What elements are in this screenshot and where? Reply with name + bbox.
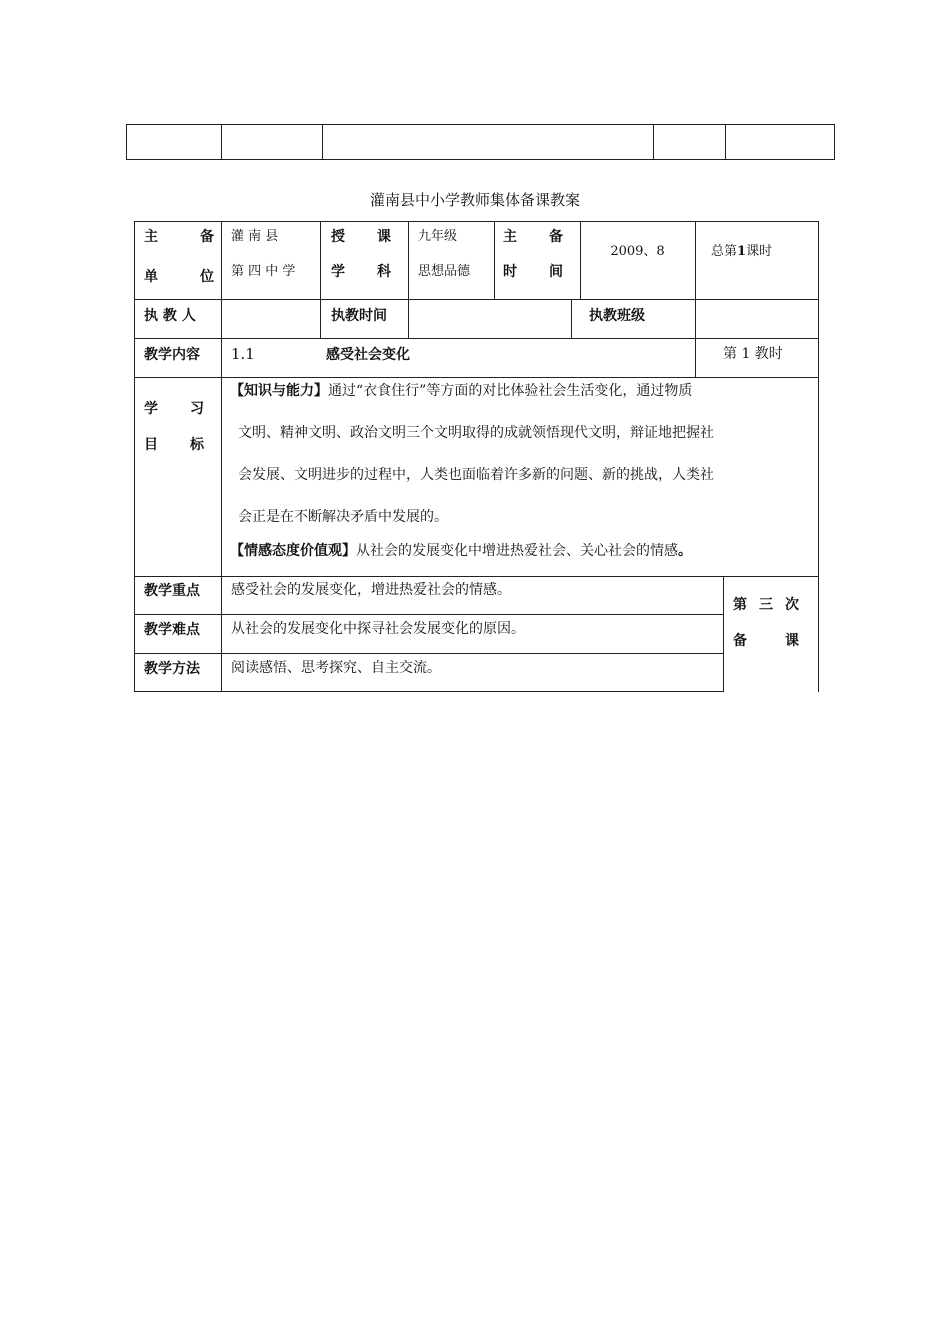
zhubei2-label: 主 备 [503,229,563,245]
focus-value: 感受社会的发展变化，增进热爱社会的情感。 [231,582,511,598]
emotion-line: 【情感态度价值观】从社会的发展变化中增进热爱社会、关心社会的情感。 [230,543,692,559]
shijian-label: 时 间 [503,264,563,280]
knowledge-label: 【知识与能力】 [230,383,328,399]
teach-time-label: 执教时间 [331,308,387,324]
method-value: 阅读感悟、思考探究、自主交流。 [231,660,441,676]
goals-label-line1: 学 习 [144,401,204,417]
difficulty-value: 从社会的发展变化中探寻社会发展变化的原因。 [231,621,525,637]
shijian-value: 2009、8 [610,244,665,259]
content-period: 第 1 教时 [723,346,783,362]
danwei-value-line2: 第 四 中 学 [231,264,296,279]
emotion-label: 【情感态度价值观】 [230,543,356,559]
content-number: 1.1 [231,345,255,363]
side-note-line2: 备 课 [733,633,799,649]
shouke-label: 授 课 [331,229,391,245]
xueke-label: 学 科 [331,264,391,280]
difficulty-label: 教学难点 [144,622,200,638]
focus-label: 教学重点 [144,583,200,599]
danwei-label: 单 位 [144,269,214,285]
teach-class-label: 执教班级 [589,308,645,324]
method-label: 教学方法 [144,661,200,677]
teacher-label: 执 教 人 [144,308,196,324]
side-note-line1: 第 三 次 [733,597,799,613]
knowledge-line1: 【知识与能力】通过“衣食住行”等方面的对比体验社会生活变化，通过物质 [230,383,693,399]
knowledge-line4: 会正是在不断解决矛盾中发展的。 [238,509,448,525]
content-topic: 感受社会变化 [326,347,410,363]
xueke-value-line2: 思想品德 [418,264,471,279]
goals-label-line2: 目 标 [144,437,204,453]
knowledge-line3: 会发展、文明进步的过程中，人类也面临着许多新的问题、新的挑战，人类社 [238,467,714,483]
page-title: 灌南县中小学教师集体备课教案 [369,191,580,209]
total-periods: 总第1课时 [711,244,773,259]
zhubei-label: 主 备 [144,229,214,245]
xueke-value-line1: 九年级 [418,229,458,244]
danwei-value-line1: 灌 南 县 [231,229,279,244]
content-label: 教学内容 [144,347,200,363]
knowledge-line2: 文明、精神文明、政治文明三个文明取得的成就领悟现代文明，辩证地把握社 [238,425,714,441]
